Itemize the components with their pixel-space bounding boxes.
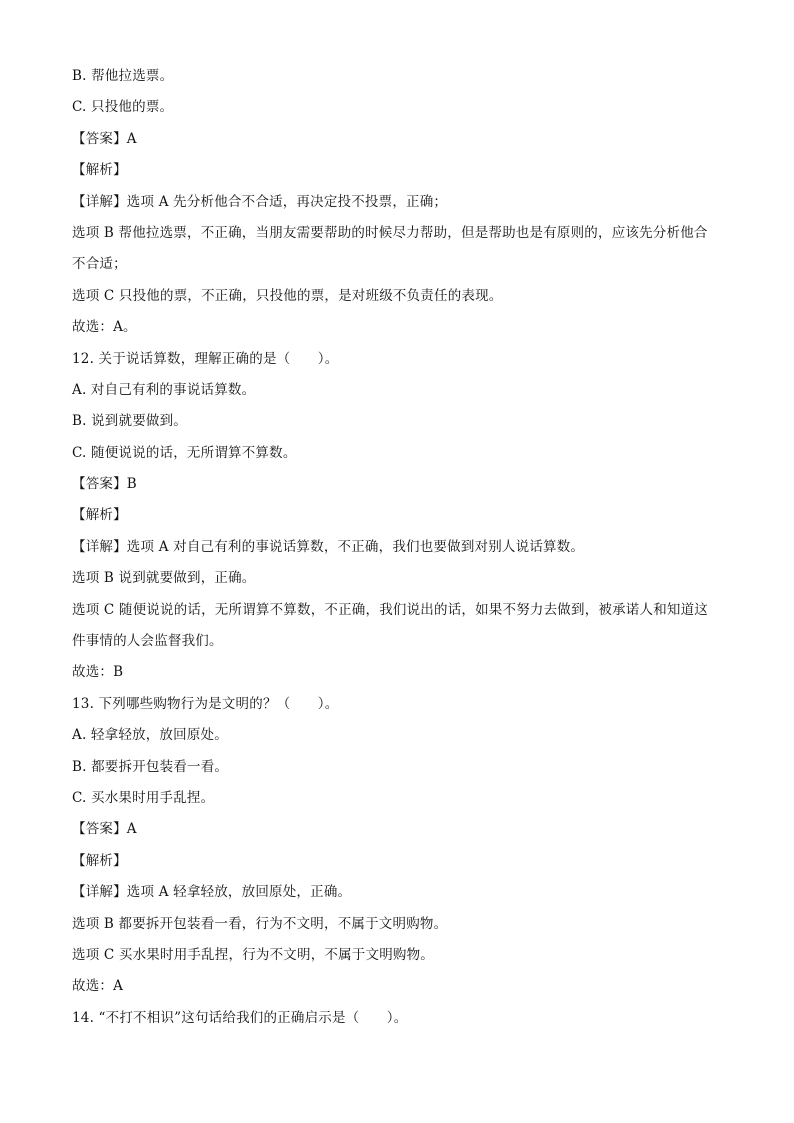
analysis-label: 【解析】 — [72, 162, 127, 179]
document-page — [72, 61, 732, 1034]
explanation-line: 【详解】选项 A 轻拿轻放，放回原处，正确。 — [72, 884, 352, 901]
explanation-line: 选项 C 买水果时用手乱捏，行为不文明，不属于文明购物。 — [72, 946, 435, 963]
answer-label: 【答案】A — [72, 821, 137, 838]
option-line: A. 轻拿轻放，放回原处。 — [72, 727, 228, 744]
answer-label: 【答案】A — [72, 130, 137, 147]
explanation-line: 选项 B 都要拆开包装看一看，行为不文明，不属于文明购物。 — [72, 915, 448, 932]
option-line: C. 随便说说的话，无所谓算不算数。 — [72, 444, 297, 461]
conclusion-line: 故选：A — [72, 978, 124, 995]
analysis-label: 【解析】 — [72, 507, 127, 524]
answer-label: 【答案】B — [72, 476, 137, 493]
question-12: 12. 关于说话算数，理解正确的是（ ）。 — [72, 350, 339, 367]
analysis-label: 【解析】 — [72, 852, 127, 869]
option-line: B. 都要拆开包装看一看。 — [72, 758, 229, 775]
option-line: A. 对自己有利的事说话算数。 — [72, 381, 256, 398]
explanation-line: 【详解】选项 A 对自己有利的事说话算数，不正确，我们也要做到对别人说话算数。 — [72, 538, 585, 555]
question-13: 13. 下列哪些购物行为是文明的？（ ）。 — [72, 695, 339, 712]
explanation-line: 件事情的人会监督我们。 — [72, 633, 223, 650]
explanation-line: 选项 B 帮他拉选票，不正确，当朋友需要帮助的时候尽力帮助，但是帮助也是有原则的，应该先分析他合 — [72, 224, 708, 241]
explanation-line: 选项 C 随便说说的话，无所谓算不算数，不正确，我们说出的话，如果不努力去做到，被承诺人和知道这 — [72, 601, 709, 618]
question-14: 14. “不打不相识”这句话给我们的正确启示是（ ）。 — [72, 1009, 408, 1026]
option-line: C. 只投他的票。 — [72, 99, 174, 116]
conclusion-line: 故选：B — [72, 664, 124, 681]
option-line: C. 买水果时用手乱捏。 — [72, 789, 215, 806]
option-line: B. 帮他拉选票。 — [72, 68, 174, 84]
explanation-line: 不合适； — [72, 256, 127, 273]
option-line: B. 说到就要做到。 — [72, 413, 188, 430]
conclusion-line: 故选：A。 — [72, 319, 137, 336]
explanation-line: 【详解】选项 A 先分析他合不合适，再决定投不投票，正确； — [72, 193, 448, 210]
explanation-line: 选项 C 只投他的票，不正确，只投他的票，是对班级不负责任的表现。 — [72, 287, 503, 304]
explanation-line: 选项 B 说到就要做到，正确。 — [72, 570, 256, 587]
